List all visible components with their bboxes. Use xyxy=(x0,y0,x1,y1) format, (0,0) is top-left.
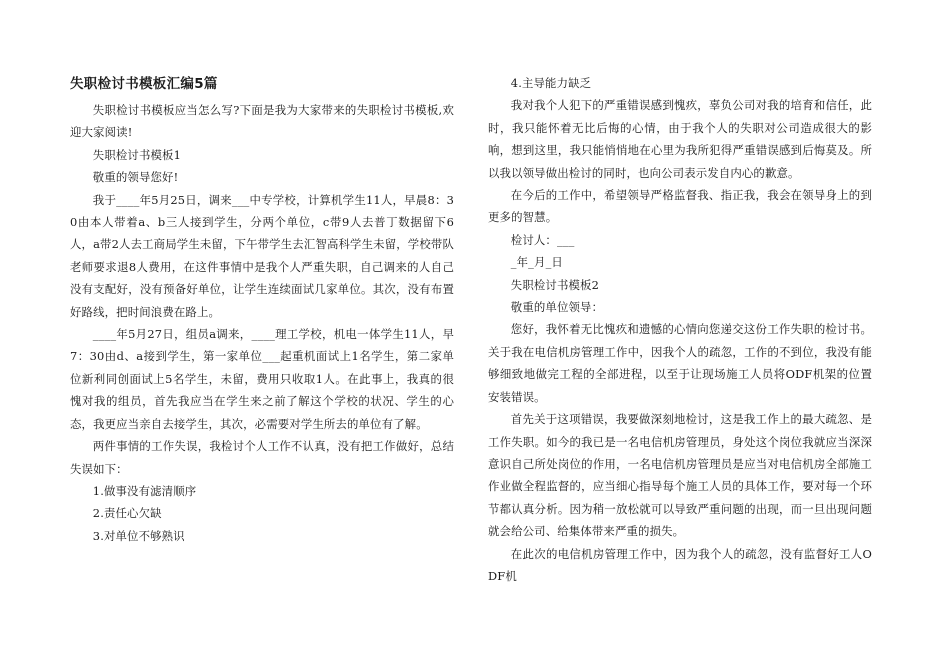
list-item: 2.责任心欠缺 xyxy=(92,506,162,521)
date-line: _年_月_日 xyxy=(510,255,563,270)
list-item: 4.主导能力缺乏 xyxy=(510,76,592,90)
body-paragraph: 两件事情的工作失误，我检讨个人工作不认真，没有把工作做好，总结失误如下： xyxy=(70,439,454,476)
salutation: 敬重的单位领导： xyxy=(510,300,604,315)
body-paragraph: 在今后的工作中，希望领导严格监督我、指正我，我会在领导身上的到更多的智慧。 xyxy=(488,188,872,225)
left-column xyxy=(70,72,454,547)
salutation: 敬重的领导您好! xyxy=(92,170,179,185)
list-item: 3.对单位不够熟识 xyxy=(92,528,185,543)
intro-paragraph: 失职检讨书模板应当怎么写?下面是我为大家带来的失职检讨书模板,欢迎大家阅读! xyxy=(70,103,454,140)
body-paragraph: ____年5月27日，组员a调来，____理工学校，机电一体学生11人，早7：30由d、a接到学生，第一家单位___起重机面试上1名学生，第二家单位新利同创面试上5名学生，未留，费用只收取1人。在此事上，我真的很愧对我的组员，首先我应当在学生来之前了解这个学校的状况、学生的心态，我更应当亲自去接学生，其次，必需要对学生所去的单位有了解。 xyxy=(70,327,454,431)
body-paragraph: 首先关于这项错误，我要做深刻地检讨，这是我工作上的最大疏忽、是工作失职。如今的我已是一名电信机房管理员，身处这个岗位我就应当深深意识自己所处岗位的作用，一名电信机房管理员是应当对电信机房全部施工作业做全程监督的，应当细心指导每个施工人员的具体工作，要对每一个环节都认真分析。因为稍一放松就可以导致严重问题的出现，而一旦出现问题就会给公司、给集体带来严重的损失。 xyxy=(488,412,872,539)
section-heading-2: 失职检讨书模板2 xyxy=(510,277,599,292)
signature-line: 检讨人：___ xyxy=(510,232,575,247)
body-paragraph: 我对我个人犯下的严重错误感到愧疚，辜负公司对我的培育和信任，此时，我只能怀着无比后悔的心情，由于我个人的失职对公司造成很大的影响，想到这里，我只能悄悄地在心里为我所犯得严重错误感到后悔莫及。所以我以领导做出检讨的同时，也向公司表示发自内心的歉意。 xyxy=(488,98,872,180)
right-column xyxy=(488,72,872,587)
section-heading-1: 失职检讨书模板1 xyxy=(92,147,181,162)
list-item: 1.做事没有滤清顺序 xyxy=(92,483,197,498)
body-paragraph: 在此次的电信机房管理工作中，因为我个人的疏忽，没有监督好工人ODF机 xyxy=(488,546,872,583)
body-paragraph: 我于____年5月25日，调来___中专学校，计算机学生11人，早晨8：30由本人带着a、b三人接到学生，分两个单位，c带9人去普丁数据留下6人，a带2人去工商局学生未留，下午带学生去汇智高科学生未留，学校带队老师要求退8人费用，在这件事情中是我个人严重失职，自己调来的人自己没有支配好，没有预备好单位，让学生连续面试几家单位。其次，没有布置好路线，把时间浪费在路上。 xyxy=(70,192,454,319)
document-title: 失职检讨书模板汇编5篇 xyxy=(70,76,218,92)
body-paragraph: 您好，我怀着无比愧疚和遗憾的心情向您递交这份工作失职的检讨书。关于我在电信机房管理工作中，因我个人的疏忽，工作的不到位，我没有能够细致地做完工程的全部进程，以至于让现场施工人员将ODF机架的位置安装错误。 xyxy=(488,322,872,404)
